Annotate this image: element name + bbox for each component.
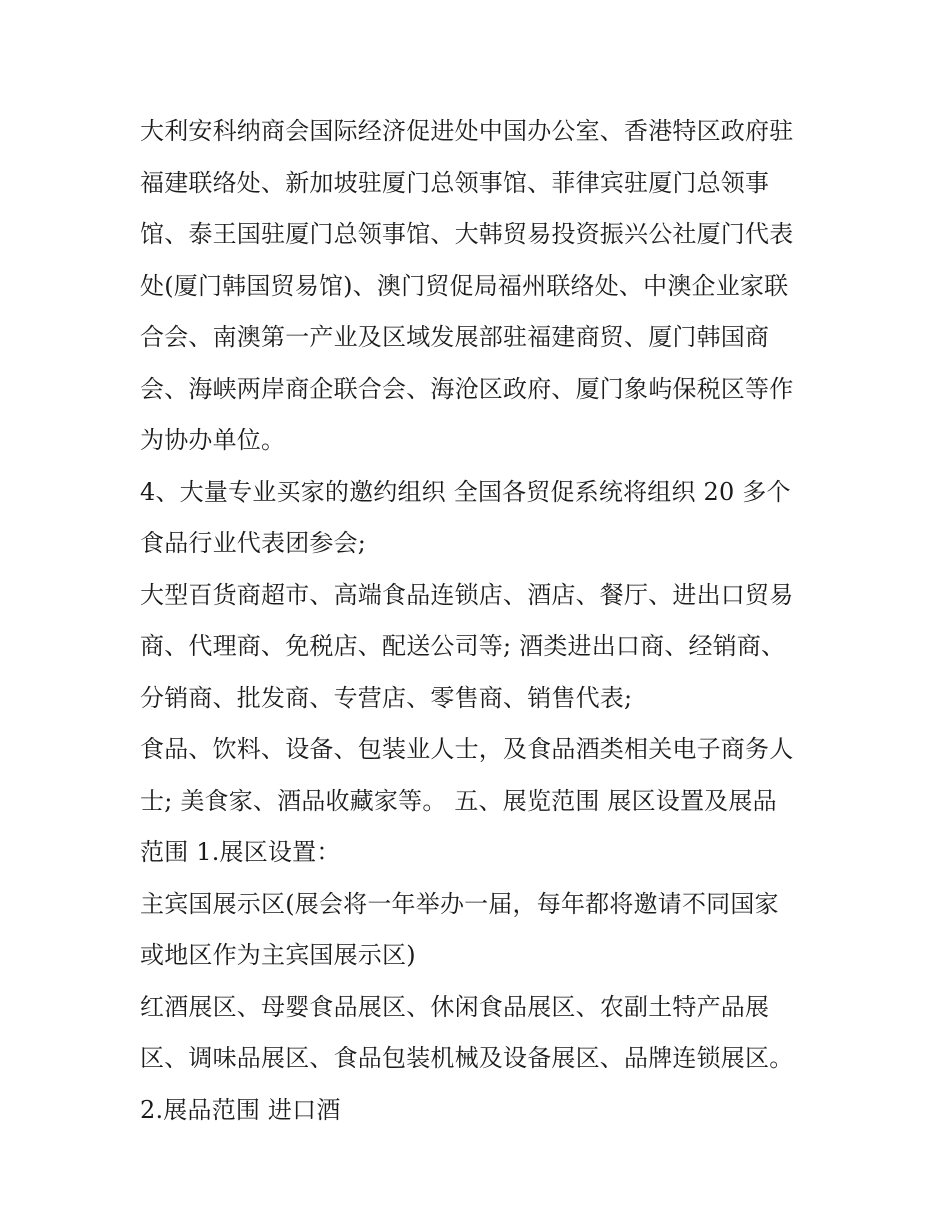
text-line: 或地区作为主宾国展示区) — [140, 941, 416, 969]
text-line: 大利安科纳商会国际经济促进处中国办公室、香港特区政府驻 — [140, 117, 794, 145]
text-line: 食品、饮料、设备、包装业人士，及食品酒类相关电子商务人 — [140, 735, 794, 763]
text-line: 福建联络处、新加坡驻厦门总领事馆、菲律宾驻厦门总领事 — [140, 168, 770, 197]
text-line: 为协办单位。 — [140, 426, 286, 454]
text-line: 范围 1.展区设置： — [140, 838, 341, 866]
text-line: 区、调味品展区、食品包装机械及设备展区、品牌连锁展区。 — [140, 1044, 794, 1072]
text-line: 红酒展区、母婴食品展区、休闲食品展区、农副土特产品展 — [140, 992, 770, 1021]
text-line: 大型百货商超市、高端食品连锁店、酒店、餐厅、进出口贸易 — [140, 580, 794, 609]
document-body — [140, 106, 830, 1136]
text-line: 分销商、批发商、专营店、零售商、销售代表; — [140, 683, 633, 712]
text-line: 食品行业代表团参会; — [140, 529, 367, 557]
text-line: 馆、泰王国驻厦门总领事馆、大韩贸易投资振兴公社厦门代表 — [140, 220, 794, 248]
text-line: 主宾国展示区(展会将一年举办一届，每年都将邀请不同国家 — [140, 889, 779, 918]
text-line: 合会、南澳第一产业及区域发展部驻福建商贸、厦门韩国商 — [140, 323, 770, 351]
section-heading-line: 2.展品范围 进口酒 — [140, 1095, 341, 1124]
section-heading-line: 4、大量专业买家的邀约组织 全国各贸促系统将组织 20 多个 — [140, 477, 791, 506]
text-line: 士; 美食家、酒品收藏家等。 五、展览范围 展区设置及展品 — [140, 786, 777, 815]
text-line: 会、海峡两岸商企联合会、海沧区政府、厦门象屿保税区等作 — [140, 374, 794, 403]
text-line: 处(厦门韩国贸易馆)、澳门贸促局福州联络处、中澳企业家联 — [140, 271, 789, 300]
text-line: 商、代理商、免税店、配送公司等; 酒类进出口商、经销商、 — [140, 632, 786, 660]
